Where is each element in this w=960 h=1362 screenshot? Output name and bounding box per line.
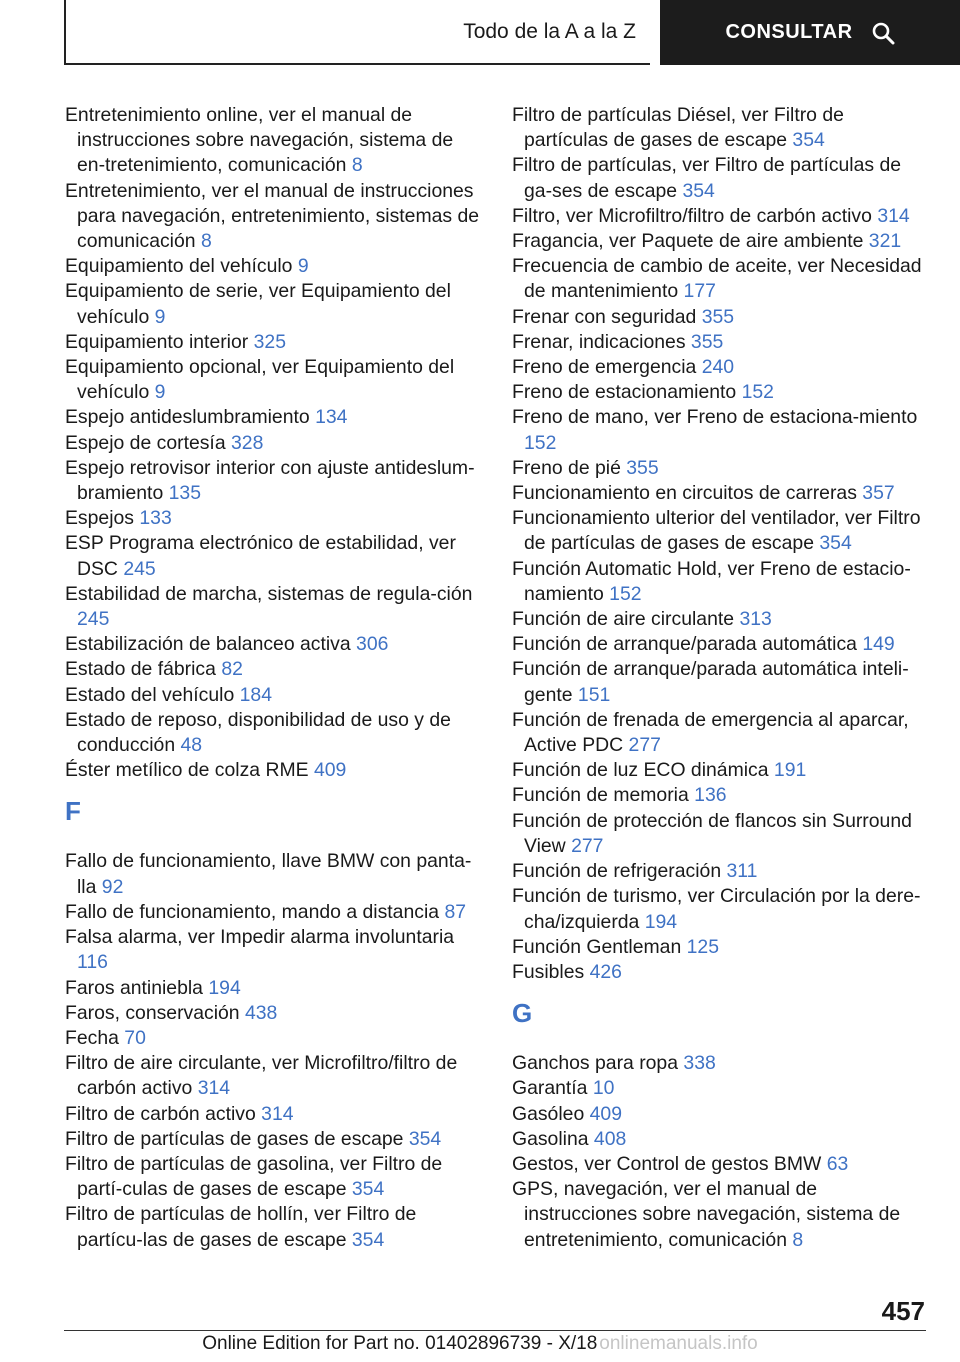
index-entry bbox=[65, 849, 485, 899]
index-entry bbox=[512, 355, 932, 380]
entry-term: Función de protección de flancos sin Surround View bbox=[512, 809, 912, 857]
index-tab[interactable]: Todo de la A a la Z bbox=[463, 19, 636, 43]
index-entry bbox=[65, 925, 485, 975]
entry-term: GPS, navegación, ver el manual de instrucciones sobre navegación, sistema de entretenimiento, comunicación bbox=[512, 1178, 901, 1251]
index-entry bbox=[512, 153, 932, 203]
page-link[interactable]: 306 bbox=[356, 633, 389, 656]
page-number: 457 bbox=[881, 1296, 925, 1326]
page-link[interactable]: 116 bbox=[77, 951, 108, 974]
entry-term: Estado de fábrica bbox=[65, 658, 216, 681]
index-entry bbox=[512, 380, 932, 405]
page-link[interactable]: 149 bbox=[862, 633, 895, 656]
page-link[interactable]: 151 bbox=[577, 683, 611, 706]
entry-term: Fallo de funcionamiento, mando a distancia bbox=[65, 900, 440, 923]
index-entry bbox=[512, 758, 932, 783]
index-entry bbox=[512, 657, 932, 707]
entry-term: Función de refrigeración bbox=[512, 860, 722, 883]
entry-term: Espejo de cortesía bbox=[65, 431, 226, 454]
footer-divider bbox=[64, 1330, 926, 1331]
entry-term: Fecha bbox=[65, 1026, 119, 1049]
header-bottom-border bbox=[64, 63, 650, 65]
index-entry bbox=[512, 1177, 932, 1253]
page-link[interactable]: 328 bbox=[231, 431, 264, 454]
index-entry bbox=[65, 431, 485, 456]
index-entry bbox=[65, 103, 485, 179]
page-link[interactable]: 355 bbox=[701, 305, 735, 328]
index-entry bbox=[65, 758, 485, 783]
index-entry bbox=[65, 1152, 485, 1202]
index-entry bbox=[512, 809, 932, 859]
page-link[interactable]: 152 bbox=[741, 381, 774, 404]
index-entry bbox=[512, 456, 932, 481]
page-link[interactable]: 354 bbox=[351, 1178, 385, 1201]
index-entry bbox=[512, 254, 932, 304]
entry-term: Filtro de partículas de gasolina, ver Filtro de partí-culas de gases de escape bbox=[65, 1152, 443, 1201]
page-link[interactable]: 48 bbox=[180, 734, 203, 757]
entry-term: Equipamiento interior bbox=[65, 330, 249, 353]
entry-term: Gasolina bbox=[512, 1127, 589, 1150]
entry-term: Frenar, indicaciones bbox=[512, 330, 686, 353]
entry-term: Equipamiento opcional, ver Equipamiento del vehículo bbox=[65, 356, 455, 404]
section-letter: F bbox=[65, 796, 81, 827]
consult-label: CONSULTAR bbox=[725, 21, 853, 43]
page-link[interactable]: 438 bbox=[244, 1001, 278, 1024]
entry-term: Filtro, ver Microfiltro/filtro de carbón activo bbox=[512, 204, 872, 227]
entry-term: Función Automatic Hold, ver Freno de estacio-namiento bbox=[512, 557, 911, 605]
index-entry bbox=[512, 1076, 932, 1101]
page-link[interactable]: 63 bbox=[826, 1152, 849, 1175]
entry-term: Función de frenada de emergencia al aparcar, Active PDC bbox=[512, 708, 909, 757]
page-link[interactable]: 354 bbox=[819, 532, 852, 555]
index-entry bbox=[65, 355, 485, 405]
page-link[interactable]: 408 bbox=[593, 1127, 627, 1150]
entry-term: Función de turismo, ver Circulación por la dere-cha/izquierda bbox=[512, 885, 921, 933]
page-link[interactable]: 134 bbox=[315, 406, 348, 429]
page-link[interactable]: 194 bbox=[208, 976, 241, 999]
index-entry bbox=[65, 506, 485, 531]
index-entry bbox=[512, 481, 932, 506]
index-entry bbox=[512, 607, 932, 632]
watermark-logo: onlinemanuals.info bbox=[599, 1333, 758, 1354]
entry-term: Función de memoria bbox=[512, 784, 689, 807]
footer bbox=[0, 1333, 960, 1355]
page-link[interactable]: 314 bbox=[877, 204, 910, 227]
entry-term: Faros, conservación bbox=[65, 1001, 240, 1024]
index-entry bbox=[512, 229, 932, 254]
index-entry bbox=[512, 960, 932, 985]
page-link[interactable]: 10 bbox=[592, 1077, 615, 1100]
entry-term: Entretenimiento, ver el manual de instrucciones para navegación, entretenimiento, sistemas de comunicación bbox=[65, 179, 480, 253]
page-link[interactable]: 240 bbox=[701, 356, 735, 379]
entry-term: Función Gentleman bbox=[512, 935, 682, 958]
entry-term: Falsa alarma, ver Impedir alarma involuntaria bbox=[65, 926, 455, 949]
index-entry bbox=[512, 708, 932, 758]
index-entry bbox=[65, 657, 485, 682]
page-link[interactable]: 152 bbox=[609, 582, 642, 605]
page-link[interactable]: 9 bbox=[154, 381, 166, 404]
entry-term: ESP Programa electrónico de estabilidad, ver DSC bbox=[65, 532, 456, 580]
entry-term: Equipamiento del vehículo bbox=[65, 255, 293, 278]
index-entry bbox=[512, 935, 932, 960]
entry-term: Espejo antideslumbramiento bbox=[65, 406, 310, 429]
entry-term: Función de luz ECO dinámica bbox=[512, 759, 769, 782]
entry-term: Faros antiniebla bbox=[65, 976, 203, 999]
page-link[interactable]: 184 bbox=[239, 683, 272, 706]
consult-button[interactable] bbox=[660, 0, 960, 65]
index-entry bbox=[512, 884, 932, 934]
index-entry bbox=[65, 1001, 485, 1026]
index-entry bbox=[512, 632, 932, 657]
index-entry bbox=[65, 683, 485, 708]
page-link[interactable]: 426 bbox=[589, 960, 622, 983]
index-entry bbox=[65, 1102, 485, 1127]
page-link[interactable]: 354 bbox=[351, 1228, 385, 1251]
index-entry bbox=[65, 900, 485, 925]
page-link[interactable]: 177 bbox=[683, 280, 716, 303]
index-entry bbox=[512, 1127, 932, 1152]
index-entry bbox=[65, 1202, 485, 1252]
index-entry bbox=[512, 204, 932, 229]
entry-term: Gasóleo bbox=[512, 1102, 585, 1125]
page-link[interactable]: 338 bbox=[683, 1052, 716, 1075]
page-link[interactable]: 277 bbox=[628, 734, 661, 757]
page-link[interactable]: 125 bbox=[686, 935, 719, 958]
entry-term: Filtro de partículas de hollín, ver Filtro de partícu-las de gases de escape bbox=[65, 1203, 417, 1251]
page-link[interactable]: 152 bbox=[524, 431, 557, 454]
page-link[interactable]: 87 bbox=[444, 900, 467, 923]
index-entry bbox=[65, 1026, 485, 1051]
page-link[interactable]: 9 bbox=[297, 255, 309, 278]
index-entry bbox=[512, 506, 932, 556]
index-entry bbox=[512, 1102, 932, 1127]
index-entry bbox=[65, 179, 485, 255]
entry-term: Estabilidad de marcha, sistemas de regula-ción bbox=[65, 582, 473, 605]
index-entry bbox=[65, 531, 485, 581]
entry-term: Frecuencia de cambio de aceite, ver Necesidad de mantenimiento bbox=[512, 255, 922, 303]
entry-term: Gestos, ver Control de gestos BMW bbox=[512, 1152, 822, 1175]
page-link[interactable]: 355 bbox=[626, 456, 659, 479]
entry-term: Entretenimiento online, ver el manual de instrucciones sobre navegación, sistema de en-tretenimiento, comunicación bbox=[65, 104, 454, 177]
index-entry bbox=[512, 330, 932, 355]
index-entry bbox=[512, 557, 932, 607]
entry-term: Freno de estacionamiento bbox=[512, 381, 737, 404]
index-entry bbox=[512, 783, 932, 808]
index-entry bbox=[65, 632, 485, 657]
page-link[interactable]: 314 bbox=[197, 1077, 231, 1100]
index-entry bbox=[65, 330, 485, 355]
index-entry bbox=[65, 456, 485, 506]
page-link[interactable]: 277 bbox=[571, 834, 604, 857]
entry-term: Filtro de aire circulante, ver Microfiltro/filtro de carbón activo bbox=[65, 1052, 458, 1100]
page-link[interactable]: 409 bbox=[589, 1102, 622, 1125]
entry-term: Fragancia, ver Paquete de aire ambiente bbox=[512, 230, 864, 253]
index-entry bbox=[65, 1127, 485, 1152]
entry-term: Espejo retrovisor interior con ajuste antideslum-bramiento bbox=[65, 456, 475, 505]
index-entry bbox=[65, 279, 485, 329]
index-entry bbox=[512, 405, 932, 455]
page-link[interactable]: 8 bbox=[200, 230, 212, 253]
page-link[interactable]: 409 bbox=[313, 759, 347, 782]
index-entry bbox=[65, 405, 485, 430]
index-entry bbox=[65, 708, 485, 758]
entry-term: Función de arranque/parada automática inteli-gente bbox=[512, 658, 909, 706]
index-column-right bbox=[512, 103, 932, 1253]
section-letter: G bbox=[512, 998, 533, 1029]
page-link[interactable]: 82 bbox=[221, 658, 243, 681]
page-link[interactable]: 314 bbox=[261, 1102, 294, 1125]
page-link[interactable]: 354 bbox=[792, 129, 825, 152]
index-entry bbox=[65, 254, 485, 279]
entry-term: Frenar con seguridad bbox=[512, 305, 697, 328]
page-link[interactable]: 245 bbox=[77, 608, 110, 631]
page-link[interactable]: 9 bbox=[154, 305, 166, 328]
page-link[interactable]: 70 bbox=[124, 1026, 146, 1049]
page-link[interactable]: 8 bbox=[792, 1228, 804, 1251]
page-link[interactable]: 313 bbox=[739, 608, 772, 631]
index-entry bbox=[512, 103, 932, 153]
page-link[interactable]: 325 bbox=[253, 330, 286, 353]
page-link[interactable]: 135 bbox=[168, 482, 201, 505]
entry-term: Filtro de partículas Diésel, ver Filtro de partículas de gases de escape bbox=[512, 104, 844, 152]
index-entry bbox=[65, 976, 485, 1001]
page-link[interactable]: 354 bbox=[408, 1127, 442, 1150]
index-column-left bbox=[65, 103, 485, 1253]
entry-term: Freno de mano, ver Freno de estaciona-miento bbox=[512, 406, 918, 429]
index-entry bbox=[512, 1051, 932, 1076]
page-link[interactable]: 191 bbox=[773, 759, 807, 782]
entry-term: Filtro de partículas, ver Filtro de partículas de ga-ses de escape bbox=[512, 154, 902, 202]
page-link[interactable]: 357 bbox=[862, 482, 895, 505]
entry-term: Estado de reposo, disponibilidad de uso y de conducción bbox=[65, 708, 451, 757]
index-entry bbox=[512, 305, 932, 330]
entry-term: Filtro de carbón activo bbox=[65, 1102, 256, 1125]
index-entry bbox=[65, 1051, 485, 1101]
search-icon bbox=[871, 21, 895, 45]
entry-term: Éster metílico de colza RME bbox=[65, 759, 309, 782]
entry-term: Freno de pié bbox=[512, 456, 621, 479]
index-entry bbox=[65, 582, 485, 632]
page-link[interactable]: 245 bbox=[123, 557, 156, 580]
entry-term: Fusibles bbox=[512, 960, 585, 983]
entry-term: Estabilización de balanceo activa bbox=[65, 633, 351, 656]
page-link[interactable]: 8 bbox=[351, 154, 363, 177]
page-link[interactable]: 321 bbox=[868, 230, 902, 253]
entry-term: Espejos bbox=[65, 507, 134, 530]
entry-term: Funcionamiento en circuitos de carreras bbox=[512, 482, 857, 505]
page-link[interactable]: 354 bbox=[682, 179, 715, 202]
page-link[interactable]: 311 bbox=[726, 860, 758, 883]
index-entry bbox=[512, 859, 932, 884]
page-link[interactable]: 133 bbox=[139, 507, 172, 530]
page-link[interactable]: 92 bbox=[101, 875, 124, 898]
page-link[interactable]: 136 bbox=[694, 784, 727, 807]
page-link[interactable]: 355 bbox=[690, 330, 724, 353]
entry-term: Filtro de partículas de gases de escape bbox=[65, 1127, 404, 1150]
entry-term: Función de aire circulante bbox=[512, 608, 735, 631]
page-link[interactable]: 194 bbox=[644, 910, 678, 933]
footer-edition: Online Edition for Part no. 01402896739 - X/18 bbox=[202, 1333, 598, 1354]
entry-term: Equipamiento de serie, ver Equipamiento del vehículo bbox=[65, 280, 451, 328]
entry-term: Fallo de funcionamiento, llave BMW con panta-lla bbox=[65, 850, 472, 898]
entry-term: Función de arranque/parada automática bbox=[512, 633, 857, 656]
entry-term: Funcionamiento ulterior del ventilador, ver Filtro de partículas de gases de escape bbox=[512, 507, 921, 555]
index-entry bbox=[512, 1152, 932, 1177]
entry-term: Ganchos para ropa bbox=[512, 1052, 679, 1075]
entry-term: Garantía bbox=[512, 1077, 588, 1100]
entry-term: Estado del vehículo bbox=[65, 683, 235, 706]
entry-term: Freno de emergencia bbox=[512, 356, 697, 379]
